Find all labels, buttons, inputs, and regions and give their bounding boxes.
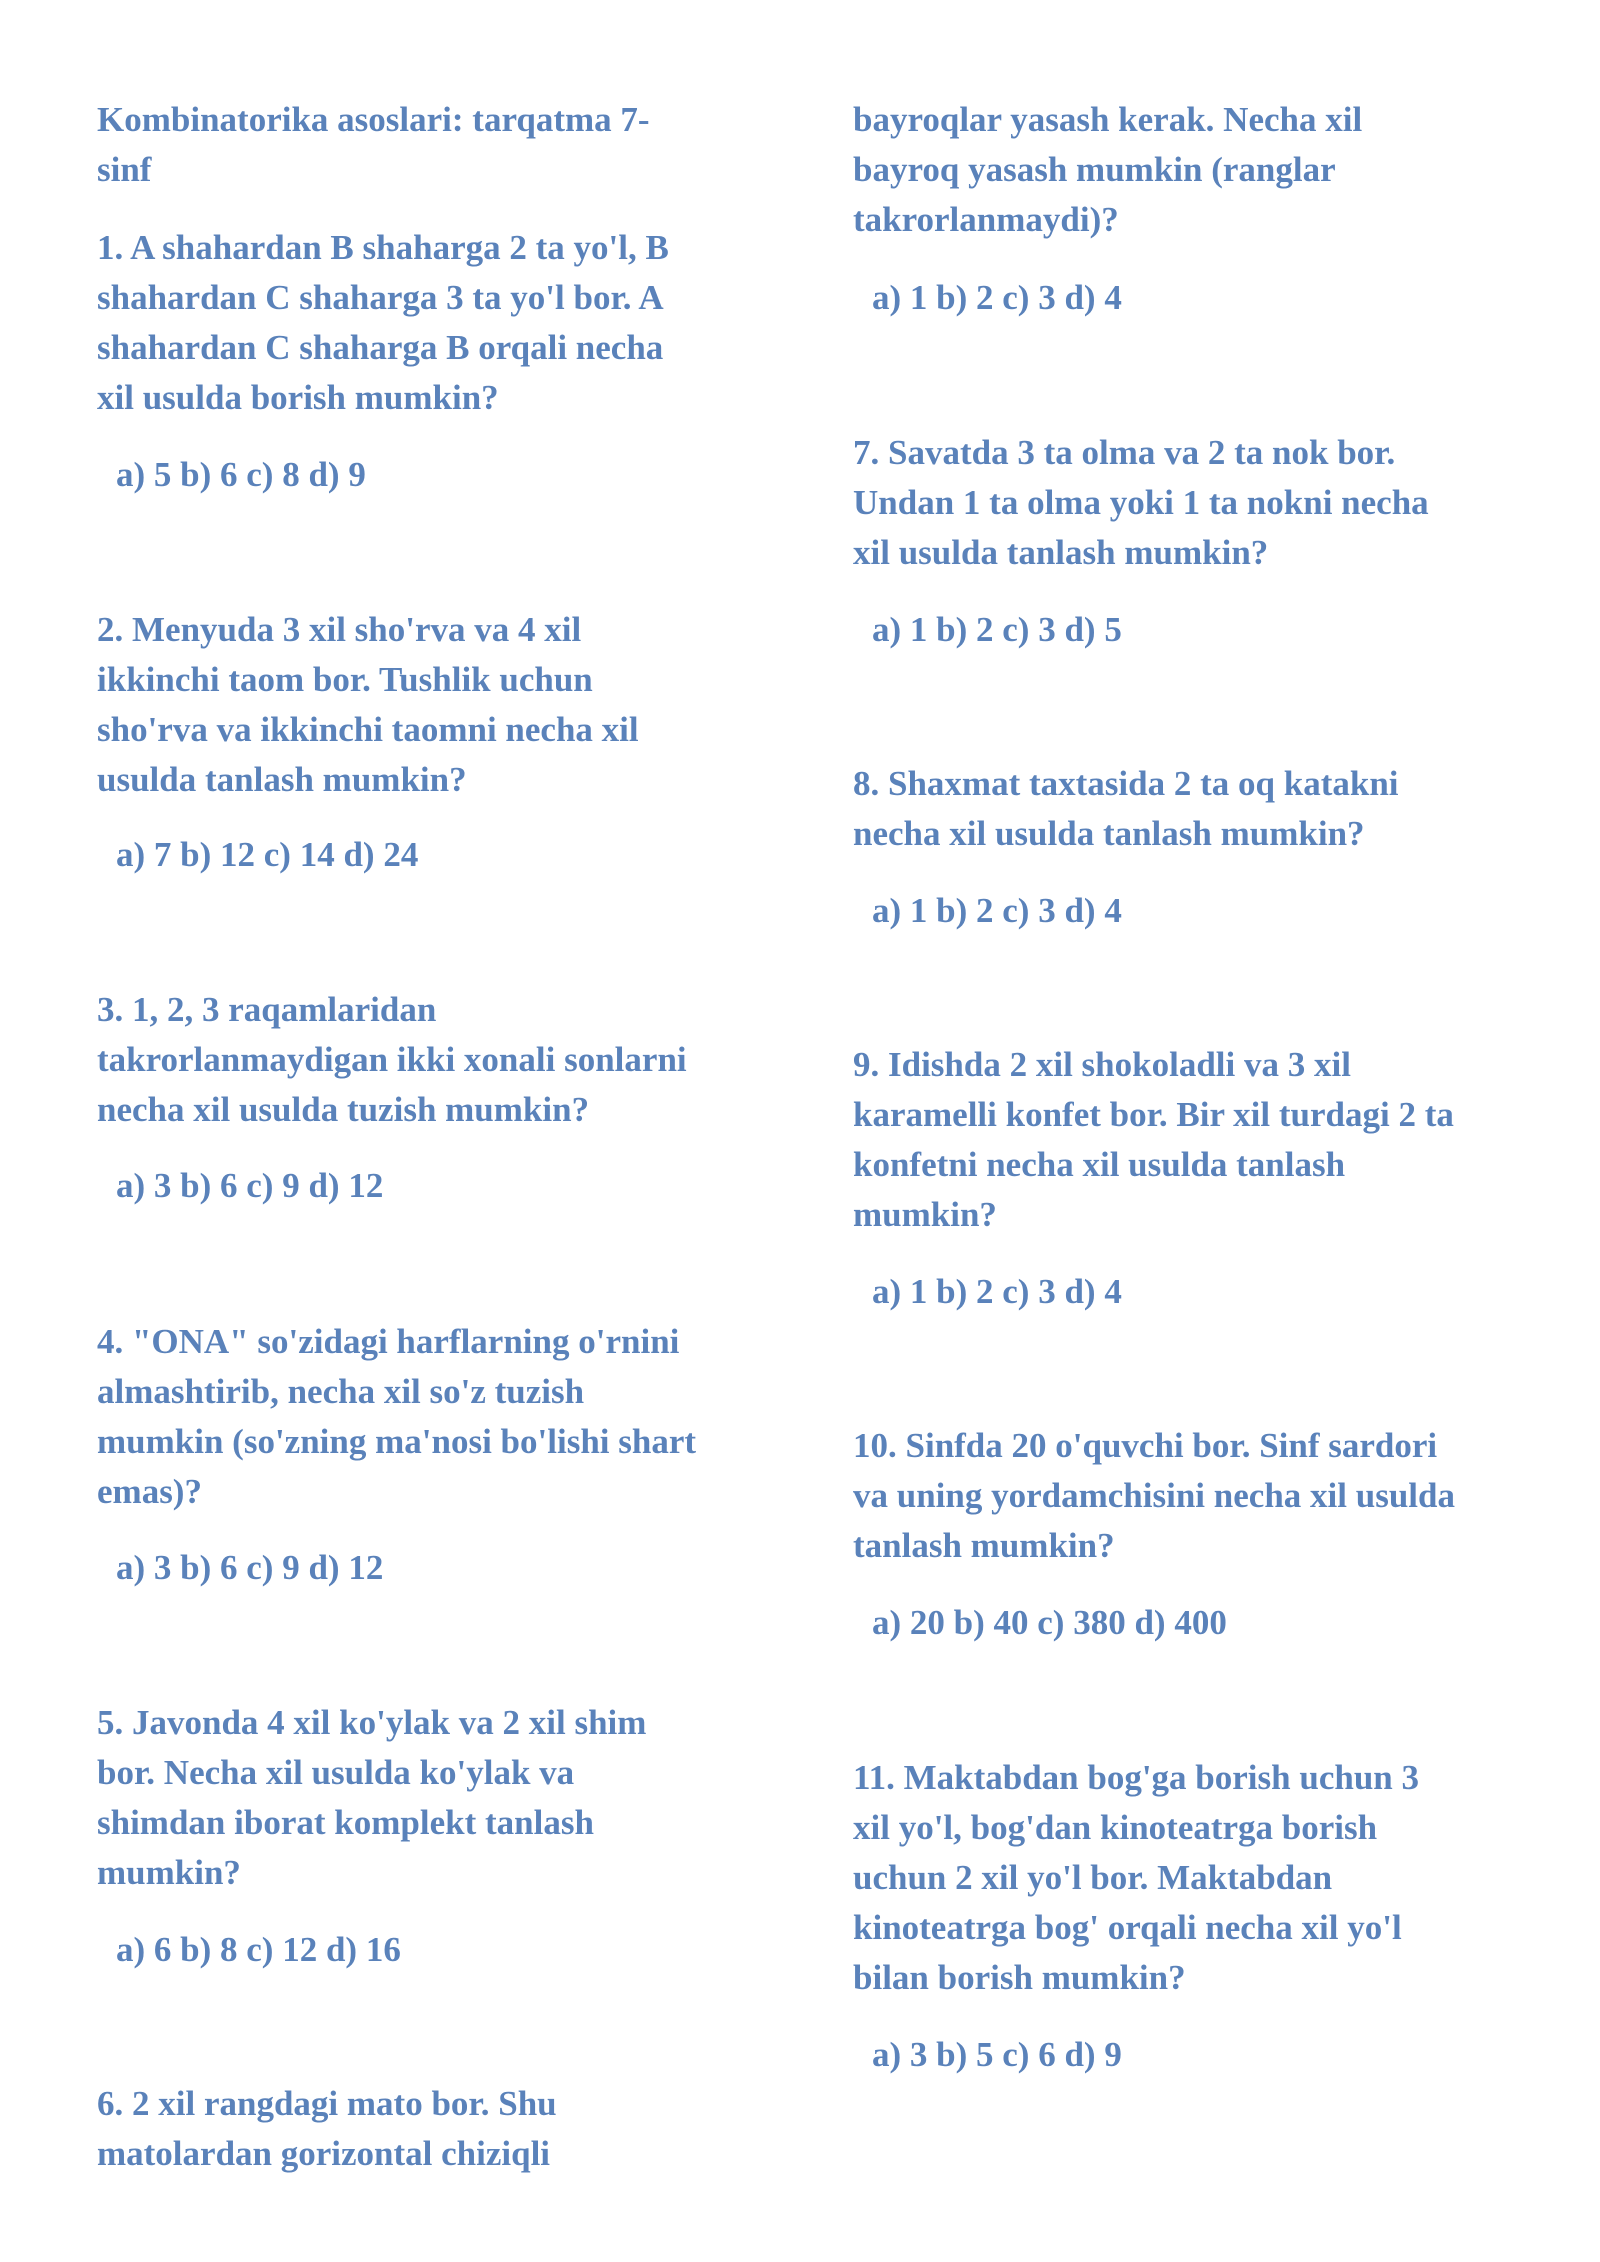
question-line: takrorlanmaydigan ikki xonali sonlarni <box>97 1040 687 1079</box>
right-column <box>853 0 1533 2262</box>
question-line: konfetni necha xil usulda tanlash <box>853 1145 1346 1184</box>
question-line: xil yo'l, bog'dan kinoteatrga borish <box>853 1808 1378 1847</box>
question-line: emas)? <box>97 1472 202 1511</box>
answer-options-2: a) 7 b) 12 c) 14 d) 24 <box>116 835 419 874</box>
question-line: bayroq yasash mumkin (ranglar <box>853 150 1336 189</box>
question-line: mumkin? <box>97 1853 241 1892</box>
question-line: uchun 2 xil yo'l bor. Maktabdan <box>853 1858 1333 1897</box>
question-4 <box>97 1317 696 1517</box>
question-line: takrorlanmaydi)? <box>853 200 1119 239</box>
question-line: shahardan C shaharga B orqali necha <box>97 328 664 367</box>
question-line: kinoteatrga bog' orqali necha xil yo'l <box>853 1908 1402 1947</box>
question-9 <box>853 1040 1454 1240</box>
question-line: 5. Javonda 4 xil ko'ylak va 2 xil shim <box>97 1703 647 1742</box>
question-line: almashtirib, necha xil so'z tuzish <box>97 1372 585 1411</box>
question-line: xil usulda tanlash mumkin? <box>853 533 1269 572</box>
question-line: bayroqlar yasash kerak. Necha xil <box>853 100 1363 139</box>
question-line: 6. 2 xil rangdagi mato bor. Shu <box>97 2084 557 2123</box>
question-line: matolardan gorizontal chiziqli <box>97 2134 551 2173</box>
answer-options-4: a) 3 b) 6 c) 9 d) 12 <box>116 1548 384 1587</box>
question-line: 2. Menyuda 3 xil sho'rva va 4 xil <box>97 610 582 649</box>
question-line: Undan 1 ta olma yoki 1 ta nokni necha <box>853 483 1429 522</box>
question-5 <box>97 1698 646 1898</box>
answer-options-1: a) 5 b) 6 c) 8 d) 9 <box>116 455 366 494</box>
question-line: bor. Necha xil usulda ko'ylak va <box>97 1753 575 1792</box>
title-line: Kombinatorika asoslari: tarqatma 7- <box>97 100 650 139</box>
answer-options-7: a) 1 b) 2 c) 3 d) 5 <box>872 610 1122 649</box>
answer-options-10: a) 20 b) 40 c) 380 d) 400 <box>872 1603 1227 1642</box>
question-7 <box>853 428 1429 578</box>
question-line: 11. Maktabdan bog'ga borish uchun 3 <box>853 1758 1420 1797</box>
question-6 <box>97 2079 557 2179</box>
question-6-continuation <box>853 95 1362 245</box>
question-line: necha xil usulda tanlash mumkin? <box>853 814 1365 853</box>
question-line: xil usulda borish mumkin? <box>97 378 499 417</box>
question-line: 3. 1, 2, 3 raqamlaridan <box>97 990 437 1029</box>
question-3 <box>97 985 687 1135</box>
question-line: ikkinchi taom bor. Tushlik uchun <box>97 660 593 699</box>
answer-options-3: a) 3 b) 6 c) 9 d) 12 <box>116 1166 384 1205</box>
question-line: shimdan iborat komplekt tanlash <box>97 1803 594 1842</box>
question-11 <box>853 1753 1419 2003</box>
question-line: bilan borish mumkin? <box>853 1958 1186 1997</box>
question-line: usulda tanlash mumkin? <box>97 760 467 799</box>
question-8 <box>853 759 1399 859</box>
question-1 <box>97 223 669 423</box>
question-line: karamelli konfet bor. Bir xil turdagi 2 ta <box>853 1095 1454 1134</box>
question-line: shahardan C shaharga 3 ta yo'l bor. A <box>97 278 664 317</box>
question-line: 9. Idishda 2 xil shokoladli va 3 xil <box>853 1045 1351 1084</box>
question-line: sho'rva va ikkinchi taomni necha xil <box>97 710 639 749</box>
question-line: tanlash mumkin? <box>853 1526 1115 1565</box>
question-line: 4. "ONA" so'zidagi harflarning o'rnini <box>97 1322 680 1361</box>
question-line: 10. Sinfda 20 o'quvchi bor. Sinf sardori <box>853 1426 1438 1465</box>
answer-options-11: a) 3 b) 5 c) 6 d) 9 <box>872 2035 1122 2074</box>
question-line: mumkin (so'zning ma'nosi bo'lishi shart <box>97 1422 697 1461</box>
title-line: sinf <box>97 150 152 189</box>
question-line: 1. A shahardan B shaharga 2 ta yo'l, B <box>97 228 669 267</box>
question-line: 8. Shaxmat taxtasida 2 ta oq katakni <box>853 764 1399 803</box>
question-line: necha xil usulda tuzish mumkin? <box>97 1090 590 1129</box>
question-line: mumkin? <box>853 1195 997 1234</box>
question-line: va uning yordamchisini necha xil usulda <box>853 1476 1455 1515</box>
left-column <box>97 0 757 2262</box>
worksheet-title <box>97 95 650 195</box>
question-10 <box>853 1421 1455 1571</box>
answer-options-5: a) 6 b) 8 c) 12 d) 16 <box>116 1930 401 1969</box>
answer-options-8: a) 1 b) 2 c) 3 d) 4 <box>872 891 1122 930</box>
answer-options-6: a) 1 b) 2 c) 3 d) 4 <box>872 278 1122 317</box>
answer-options-9: a) 1 b) 2 c) 3 d) 4 <box>872 1272 1122 1311</box>
question-line: 7. Savatda 3 ta olma va 2 ta nok bor. <box>853 433 1396 472</box>
question-2 <box>97 605 639 805</box>
